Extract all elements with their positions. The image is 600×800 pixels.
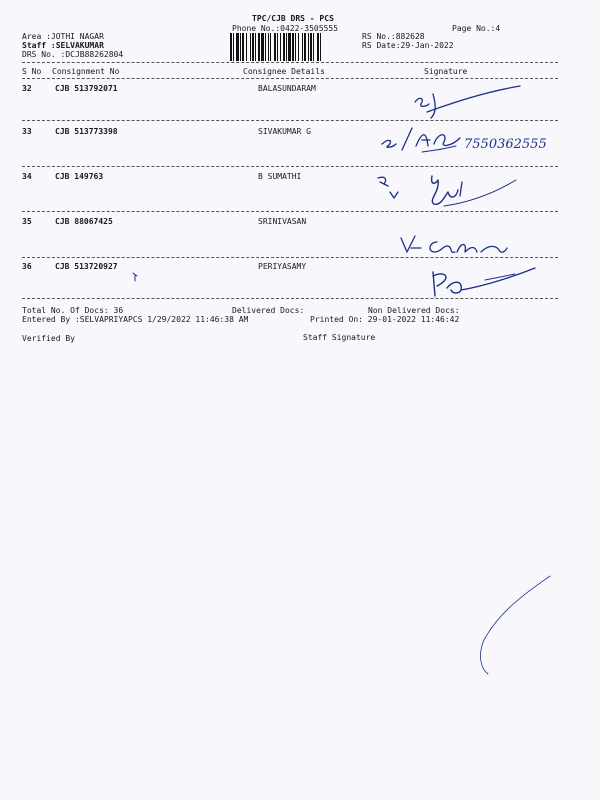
row-consignee: BALASUNDARAM xyxy=(258,84,316,93)
divider xyxy=(22,166,558,167)
rs-date: RS Date:29-Jan-2022 xyxy=(362,41,454,50)
page-number: Page No.:4 xyxy=(452,24,501,33)
verified-by: Verified By xyxy=(22,334,75,343)
row-sno: 35 xyxy=(22,217,32,226)
non-delivered-docs: Non Delivered Docs: xyxy=(368,306,460,315)
row-consignee: SIVAKUMAR G xyxy=(258,127,311,136)
signature-row-34 xyxy=(372,170,522,212)
staff-label: Staff :SELVAKUMAR xyxy=(22,41,104,50)
divider xyxy=(22,78,558,79)
barcode xyxy=(230,33,356,61)
signature-row-32 xyxy=(405,82,525,122)
delivered-docs: Delivered Docs: xyxy=(232,306,305,315)
drs-number: DRS No. :DCJB88262804 xyxy=(22,50,124,59)
row-consignee: B SUMATHI xyxy=(258,172,302,181)
row-consignee: PERIYASAMY xyxy=(258,262,307,271)
row-sno: 33 xyxy=(22,127,32,136)
divider xyxy=(22,62,558,63)
row-consignment: CJB 88067425 xyxy=(55,217,113,226)
signature-row-35 xyxy=(395,228,515,260)
row-consignment: CJB 513792071 xyxy=(55,84,118,93)
row-sno: 34 xyxy=(22,172,32,181)
total-docs: Total No. Of Docs: 36 xyxy=(22,306,124,315)
handwritten-phone-number: 7550362555 xyxy=(464,137,547,152)
signature-row-36 xyxy=(425,262,545,302)
signature-row-33 xyxy=(378,122,563,162)
column-header-sno: S No xyxy=(22,67,42,76)
row-consignee: SRINIVASAN xyxy=(258,217,307,226)
area-label: Area :JOTHI NAGAR xyxy=(22,32,104,41)
scan-artifact xyxy=(470,570,560,680)
row-sno: 36 xyxy=(22,262,32,271)
document-title: TPC/CJB DRS - PCS xyxy=(252,14,334,23)
phone-number: Phone No.:0422-3505555 xyxy=(232,24,338,33)
stray-mark xyxy=(130,270,142,284)
staff-signature: Staff Signature xyxy=(303,333,376,342)
column-header-consignee: Consignee Details xyxy=(243,67,325,76)
row-sno: 32 xyxy=(22,84,32,93)
row-consignment: CJB 513773398 xyxy=(55,127,118,136)
printed-on: Printed On: 29-01-2022 11:46:42 xyxy=(310,315,460,324)
column-header-consignment: Consignment No xyxy=(52,67,120,76)
column-header-signature: Signature xyxy=(424,67,468,76)
row-consignment: CJB 149763 xyxy=(55,172,104,181)
rs-number: RS No.:882628 xyxy=(362,32,425,41)
row-consignment: CJB 513720927 xyxy=(55,262,118,271)
entered-by: Entered By :SELVAPRIYAPCS 1/29/2022 11:46:38 AM xyxy=(22,315,249,324)
